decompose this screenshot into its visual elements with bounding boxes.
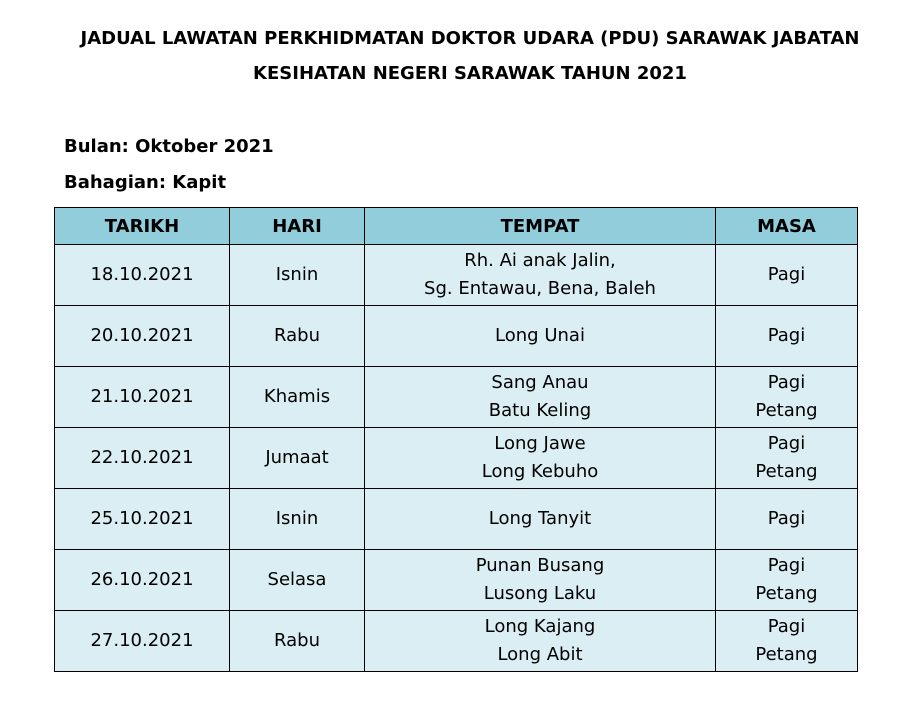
time-line: Petang <box>755 400 818 421</box>
time-line: Pagi <box>767 372 806 393</box>
table-row <box>55 306 858 367</box>
cell-date: 27.10.2021 <box>55 611 230 672</box>
place-line: Sang Anau <box>491 372 589 393</box>
time-line: Petang <box>755 583 818 604</box>
table-row <box>55 245 858 306</box>
place-line: Batu Keling <box>488 400 592 421</box>
place-line: Long Kebuho <box>481 461 599 482</box>
column-header-date: TARIKH <box>55 208 230 245</box>
time-line: Petang <box>755 644 818 665</box>
cell-time <box>716 611 858 672</box>
table-row <box>55 611 858 672</box>
cell-time <box>716 367 858 428</box>
time-line: Pagi <box>767 325 806 346</box>
cell-time <box>716 489 858 550</box>
cell-time <box>716 428 858 489</box>
month-label: Bulan: Oktober 2021 <box>64 136 274 157</box>
table-row <box>55 489 858 550</box>
table-row <box>55 428 858 489</box>
cell-day: Khamis <box>230 367 365 428</box>
cell-place <box>365 428 716 489</box>
time-line: Pagi <box>767 555 806 576</box>
time-line: Pagi <box>767 616 806 637</box>
cell-place <box>365 550 716 611</box>
cell-date: 26.10.2021 <box>55 550 230 611</box>
cell-day: Jumaat <box>230 428 365 489</box>
schedule-table <box>54 207 858 672</box>
column-header-day: HARI <box>230 208 365 245</box>
cell-date: 25.10.2021 <box>55 489 230 550</box>
cell-day: Selasa <box>230 550 365 611</box>
time-line: Pagi <box>767 264 806 285</box>
cell-date: 18.10.2021 <box>55 245 230 306</box>
cell-place <box>365 489 716 550</box>
cell-place <box>365 367 716 428</box>
place-line: Lusong Laku <box>483 583 597 604</box>
place-line: Long Unai <box>495 325 585 346</box>
cell-day: Rabu <box>230 611 365 672</box>
document-title-line-1: JADUAL LAWATAN PERKHIDMATAN DOKTOR UDARA (PDU) SARAWAK JABATAN <box>80 28 860 49</box>
cell-place <box>365 245 716 306</box>
table-row <box>55 550 858 611</box>
time-line: Petang <box>755 461 818 482</box>
schedule-table-body <box>55 245 858 672</box>
cell-date: 20.10.2021 <box>55 306 230 367</box>
cell-date: 22.10.2021 <box>55 428 230 489</box>
cell-time <box>716 306 858 367</box>
place-line: Long Kajang <box>484 616 596 637</box>
division-label: Bahagian: Kapit <box>64 172 227 193</box>
place-line: Long Jawe <box>494 433 586 454</box>
place-line: Long Tanyit <box>488 508 592 529</box>
cell-time <box>716 245 858 306</box>
document-title-line-2: KESIHATAN NEGERI SARAWAK TAHUN 2021 <box>253 63 687 84</box>
table-header-row <box>55 208 858 245</box>
place-line: Rh. Ai anak Jalin, <box>464 250 616 271</box>
place-line: Sg. Entawau, Bena, Baleh <box>424 278 656 299</box>
cell-day: Isnin <box>230 489 365 550</box>
table-row <box>55 367 858 428</box>
time-line: Pagi <box>767 433 806 454</box>
cell-day: Rabu <box>230 306 365 367</box>
column-header-place: TEMPAT <box>365 208 716 245</box>
place-line: Punan Busang <box>475 555 605 576</box>
cell-time <box>716 550 858 611</box>
cell-day: Isnin <box>230 245 365 306</box>
cell-date: 21.10.2021 <box>55 367 230 428</box>
cell-place <box>365 611 716 672</box>
time-line: Pagi <box>767 508 806 529</box>
place-line: Long Abit <box>497 644 583 665</box>
cell-place <box>365 306 716 367</box>
column-header-time: MASA <box>716 208 858 245</box>
